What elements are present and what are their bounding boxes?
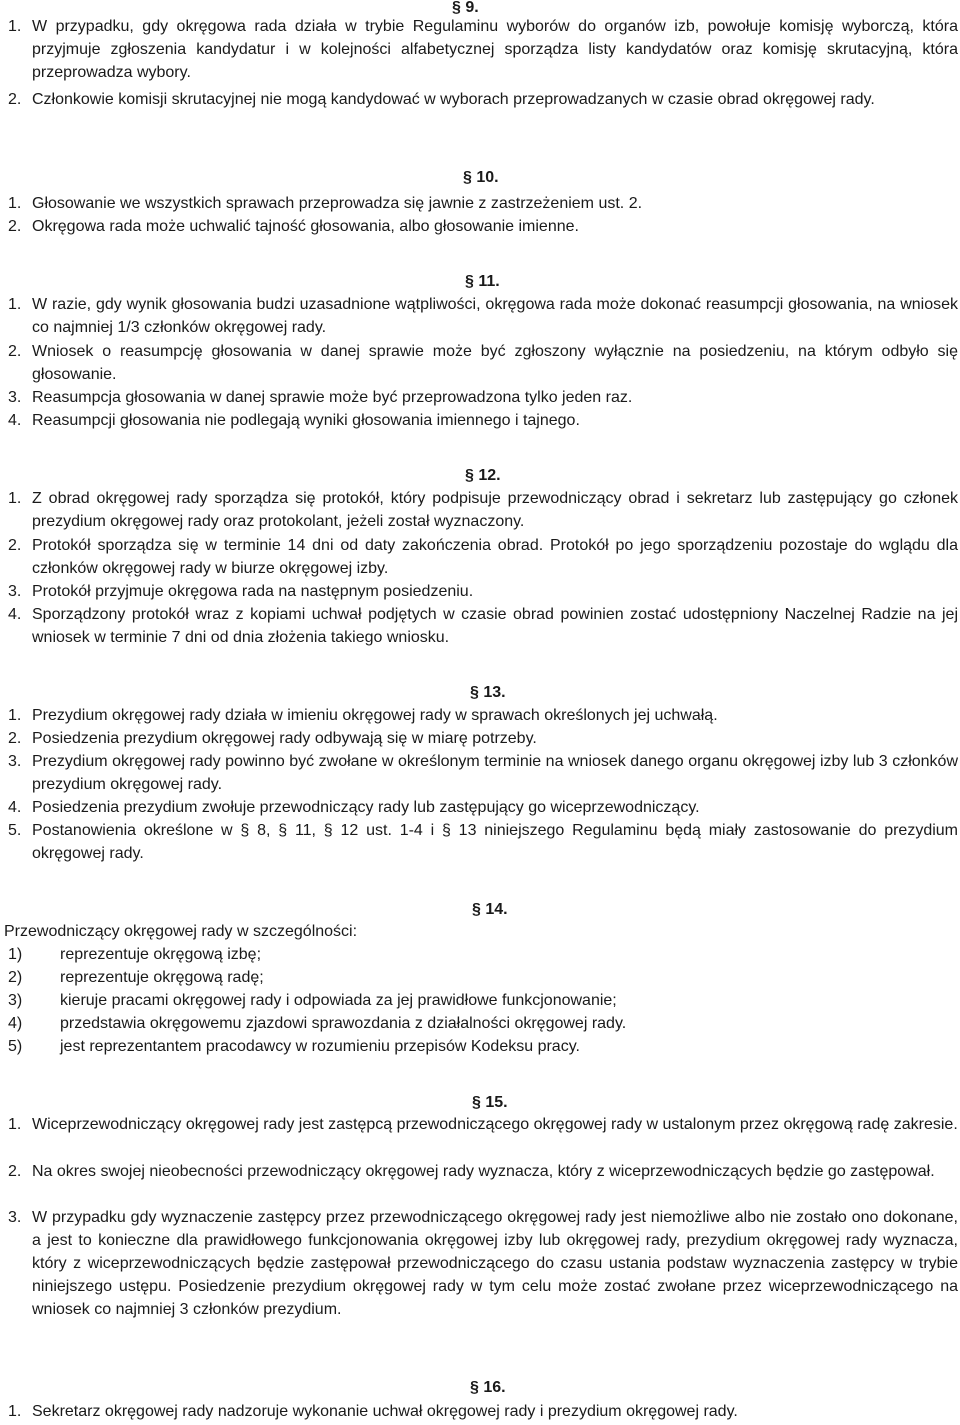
paragraph-number: 2. — [8, 91, 22, 108]
paragraph-text: Sporządzony protokół wraz z kopiami uchwał podjętych w czasie obrad powinien zostać udostępniony Naczelnej Radzie na jej wniosek w terminie 7 dni od dnia złożenia takiego wniosku. — [32, 606, 958, 646]
section-heading-9: § 9. — [452, 0, 479, 16]
paragraph-13-3 — [8, 750, 958, 796]
paragraph-text: Głosowanie we wszystkich sprawach przeprowadza się jawnie z zastrzeżeniem ust. 2. — [32, 195, 643, 212]
paragraph-text: Reasumpcji głosowania nie podlegają wyniki głosowania imiennego i tajnego. — [32, 412, 580, 429]
paragraph-text: Prezydium okręgowej rady działa w imieniu okręgowej rady w sprawach określonych jej uchwałą. — [32, 707, 718, 724]
section-heading-11: § 11. — [465, 273, 500, 290]
list-item-14-1 — [8, 943, 958, 966]
paragraph-text: Okręgowa rada może uchwalić tajność głosowania, albo głosowanie imienne. — [32, 218, 579, 235]
list-item-text: kieruje pracami okręgowej rady i odpowiada za jej prawidłowe funkcjonowanie; — [60, 992, 617, 1009]
paragraph-text: Z obrad okręgowej rady sporządza się protokół, który podpisuje przewodniczący obrad i sekretarz lub zastępujący go członek prezydium okręgowej rady oraz protokolant, jeżeli został wyznaczony. — [32, 490, 958, 530]
paragraph-text: Reasumpcja głosowania w danej sprawie może być przeprowadzona tylko jeden raz. — [32, 389, 633, 406]
section-heading-10: § 10. — [463, 169, 499, 186]
list-item-text: reprezentuje okręgową izbę; — [60, 946, 262, 963]
paragraph-number: 2. — [8, 218, 22, 235]
paragraph-9-1 — [8, 15, 958, 84]
paragraph-text: Członkowie komisji skrutacyjnej nie mogą kandydować w wyborach przeprowadzanych w czasie obrad okręgowej rady. — [32, 91, 875, 108]
section-heading-14: § 14. — [472, 901, 508, 918]
paragraph-number: 4. — [8, 799, 22, 816]
section-heading-15: § 15. — [472, 1094, 508, 1111]
paragraph-text: Wiceprzewodniczący okręgowej rady jest zastępcą przewodniczącego okręgowej rady w ustalonym przez okręgową radę zakresie. — [32, 1116, 958, 1133]
paragraph-13-1 — [8, 704, 958, 727]
paragraph-10-2 — [8, 215, 958, 238]
paragraph-12-3 — [8, 580, 958, 603]
section-heading-12: § 12. — [465, 467, 501, 484]
paragraph-number: 1. — [8, 490, 22, 507]
paragraph-12-4 — [8, 603, 958, 649]
list-item-number: 3) — [8, 992, 23, 1009]
list-item-text: reprezentuje okręgową radę; — [60, 969, 264, 986]
list-item-number: 5) — [8, 1038, 23, 1055]
list-item-text: przedstawia okręgowemu zjazdowi sprawozdania z działalności okręgowej rady. — [60, 1015, 627, 1032]
paragraph-text: Protokół sporządza się w terminie 14 dni od daty zakończenia obrad. Protokół po jego sporządzeniu pozostaje do wglądu dla członków okręgowej rady w biurze okręgowej izby. — [32, 537, 958, 577]
paragraph-number: 3. — [8, 753, 22, 770]
paragraph-11-2 — [8, 340, 958, 386]
paragraph-number: 1. — [8, 195, 22, 212]
paragraph-text: W razie, gdy wynik głosowania budzi uzasadnione wątpliwości, okręgowa rada może dokonać reasumpcji głosowania, na wniosek co najmniej 1/3 członków okręgowej rady. — [32, 296, 958, 336]
paragraph-text: W przypadku gdy wyznaczenie zastępcy przez przewodniczącego okręgowej rady jest niemożliwe albo nie zostało ono dokonane, a jest to konieczne dla prawidłowego funkcjonowania okręgowej izby lub okręgowej rady, prezydium okręgowej rady wyznacza, który z wiceprzewodniczących będzie zastępował przewodniczącego do czasu ustania podstaw wyznaczenia zastępcy w trybie niniejszego ustępu. Posiedzenie prezydium okręgowej rady w tym celu może zostać zwołane przez wiceprzewodniczącego na wniosek co najmniej 3 członków prezydium. — [32, 1209, 958, 1318]
paragraph-12-1 — [8, 487, 958, 533]
paragraph-13-5 — [8, 819, 958, 865]
paragraph-15-2 — [8, 1160, 958, 1183]
paragraph-number: 1. — [8, 18, 22, 35]
paragraph-number: 1. — [8, 1116, 22, 1133]
list-item-14-3 — [8, 989, 958, 1012]
list-item-number: 2) — [8, 969, 23, 986]
paragraph-text: Na okres swojej nieobecności przewodniczący okręgowej rady wyznacza, który z wiceprzewodniczących będzie go zastępował. — [32, 1163, 935, 1180]
list-item-14-2 — [8, 966, 958, 989]
section-intro: Przewodniczący okręgowej rady w szczególności: — [4, 923, 358, 940]
paragraph-number: 3. — [8, 583, 22, 600]
list-item-number: 1) — [8, 946, 23, 963]
paragraph-text: Prezydium okręgowej rady powinno być zwołane w określonym terminie na wniosek danego organu okręgowej izby lub 3 członków prezydium okręgowej rady. — [32, 753, 958, 793]
paragraph-text: Postanowienia określone w § 8, § 11, § 12 ust. 1-4 i § 13 niniejszego Regulaminu będą miały zastosowanie do prezydium okręgowej rady. — [32, 822, 958, 862]
paragraph-number: 3. — [8, 389, 22, 406]
paragraph-11-3 — [8, 386, 958, 409]
paragraph-text: Posiedzenia prezydium okręgowej rady odbywają się w miarę potrzeby. — [32, 730, 537, 747]
paragraph-number: 2. — [8, 343, 22, 360]
paragraph-number: 5. — [8, 822, 22, 839]
paragraph-text: Posiedzenia prezydium zwołuje przewodniczący rady lub zastępujący go wiceprzewodniczący. — [32, 799, 700, 816]
paragraph-11-1 — [8, 293, 958, 339]
paragraph-number: 1. — [8, 1403, 22, 1420]
paragraph-number: 2. — [8, 1163, 22, 1180]
paragraph-9-2 — [8, 88, 958, 111]
paragraph-text: Sekretarz okręgowej rady nadzoruje wykonanie uchwał okręgowej rady i prezydium okręgowej rady. — [32, 1403, 738, 1420]
paragraph-number: 2. — [8, 537, 22, 554]
paragraph-13-2 — [8, 727, 958, 750]
paragraph-16-1 — [8, 1400, 958, 1423]
paragraph-10-1 — [8, 192, 958, 215]
list-item-14-5 — [8, 1035, 958, 1058]
list-item-number: 4) — [8, 1015, 23, 1032]
paragraph-number: 4. — [8, 412, 22, 429]
list-item-text: jest reprezentantem pracodawcy w rozumieniu przepisów Kodeksu pracy. — [60, 1038, 580, 1055]
paragraph-number: 1. — [8, 707, 22, 724]
paragraph-number: 4. — [8, 606, 22, 623]
paragraph-11-4 — [8, 409, 958, 432]
paragraph-number: 2. — [8, 730, 22, 747]
paragraph-13-4 — [8, 796, 958, 819]
paragraph-15-3 — [8, 1206, 958, 1321]
section-heading-13: § 13. — [470, 684, 506, 701]
list-item-14-4 — [8, 1012, 958, 1035]
paragraph-text: Protokół przyjmuje okręgowa rada na następnym posiedzeniu. — [32, 583, 474, 600]
paragraph-number: 3. — [8, 1209, 22, 1226]
paragraph-text: W przypadku, gdy okręgowa rada działa w trybie Regulaminu wyborów do organów izb, powołuje komisję wyborczą, która przyjmuje zgłoszenia kandydatur i w kolejności alfabetycznej sporządza listy kandydatów oraz komisję skrutacyjną, która przeprowadza wybory. — [32, 18, 958, 81]
paragraph-number: 1. — [8, 296, 22, 313]
paragraph-text: Wniosek o reasumpcję głosowania w danej sprawie może być zgłoszony wyłącznie na posiedzeniu, na którym odbyło się głosowanie. — [32, 343, 958, 383]
section-heading-16: § 16. — [470, 1379, 506, 1396]
paragraph-15-1 — [8, 1113, 958, 1136]
paragraph-12-2 — [8, 534, 958, 580]
